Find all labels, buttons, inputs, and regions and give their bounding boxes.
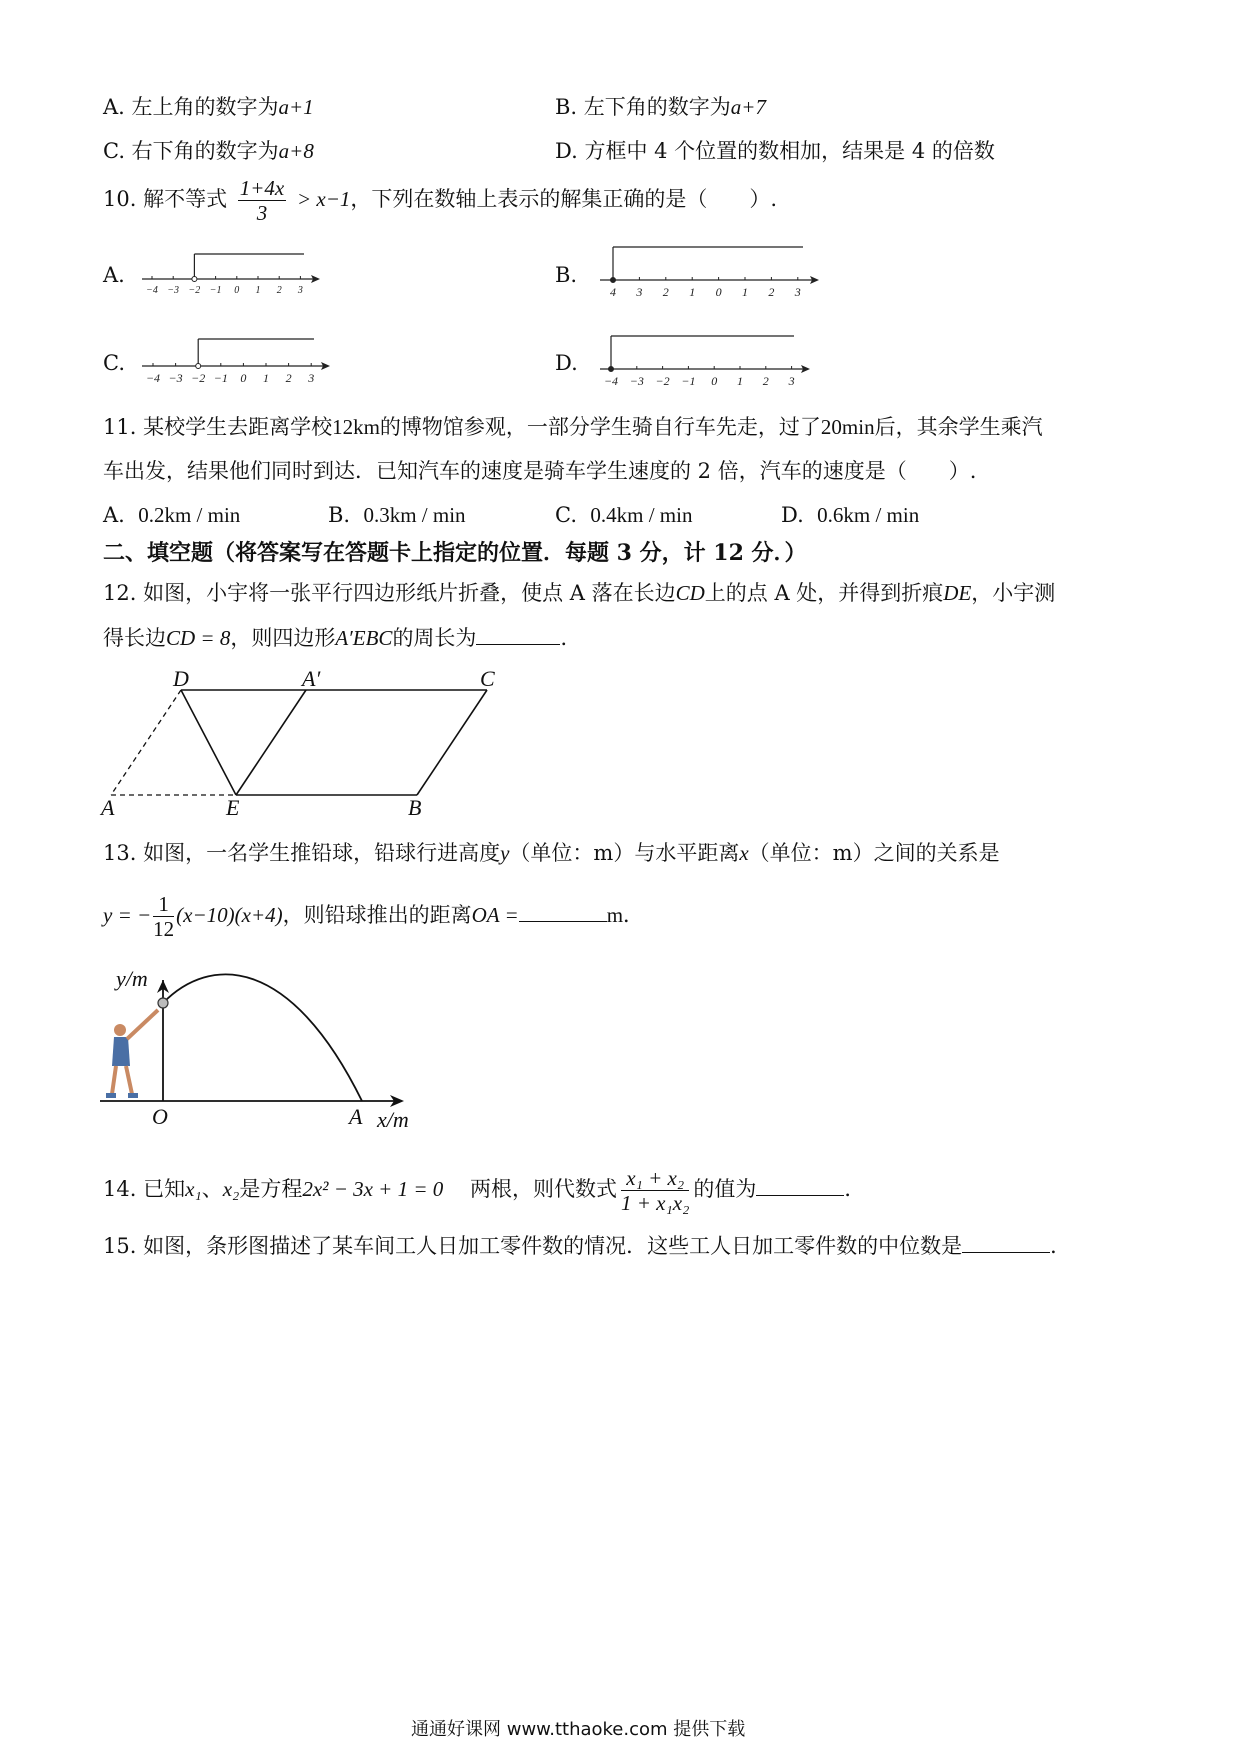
q15-end: ． bbox=[1050, 1234, 1072, 1258]
number-line-tick-label: −3 bbox=[629, 374, 644, 388]
q13-var-x: x bbox=[739, 841, 749, 865]
number-line-tick-label: 4 bbox=[610, 285, 616, 299]
q11-option-a-label: A. bbox=[103, 503, 125, 527]
q15-line bbox=[103, 1232, 1071, 1259]
q12-label-a: A bbox=[101, 795, 115, 820]
number-line-tick-label: −2 bbox=[188, 285, 201, 296]
number-line-tick-label: 2 bbox=[285, 371, 292, 385]
q12-de: DE bbox=[943, 581, 972, 605]
q9-option-a-math: a+1 bbox=[278, 95, 314, 119]
q11-option-b-label: B. bbox=[328, 503, 351, 527]
q10-label-c: C. bbox=[103, 351, 125, 375]
q14-frac-den: 1 + x₁x₂ bbox=[620, 1191, 690, 1215]
q13-origin-label: O bbox=[152, 1104, 168, 1129]
number-line-tick-label: 3 bbox=[297, 285, 303, 296]
q14-fraction bbox=[621, 1166, 689, 1215]
q9-option-b-math: a+7 bbox=[730, 95, 766, 119]
number-line-tick-label: 0 bbox=[715, 285, 722, 299]
q14-answer-blank bbox=[756, 1175, 844, 1196]
q13-student-figure-icon bbox=[106, 1010, 158, 1098]
q13-line1-e: （单位：m）之间的关系是 bbox=[748, 841, 1000, 865]
number-line-tick-label: 0 bbox=[711, 374, 718, 388]
number-line-tick-label: 1 bbox=[263, 371, 269, 385]
q10-frac-den: 3 bbox=[256, 201, 268, 225]
number-line-tick-label: −1 bbox=[681, 374, 696, 388]
q12-label-d: D bbox=[173, 666, 189, 691]
q10-label-a: A. bbox=[103, 263, 125, 287]
page-footer: 通通好课网 www.tthaoke.com 提供下载 bbox=[411, 1719, 746, 1740]
number-line-tick-label: 0 bbox=[240, 371, 247, 385]
q9-option-a-text: A. 左上角的数字为 bbox=[103, 95, 279, 119]
number-line-tick-label: −1 bbox=[213, 371, 228, 385]
q14-text-b: 是方程 bbox=[239, 1177, 303, 1201]
q12-label-a-prime: A′ bbox=[302, 666, 321, 691]
q12-line2-c: ，则四边形 bbox=[230, 626, 336, 650]
q10-label-b: B. bbox=[555, 263, 578, 287]
q13-point-a-label: A bbox=[349, 1104, 363, 1129]
q10-prefix: 10. 解不等式 bbox=[103, 187, 228, 211]
number-line-tick-label: 1 bbox=[742, 285, 748, 299]
number-line-tick-label: 2 bbox=[762, 374, 769, 388]
q11-option-d-label: D. bbox=[781, 503, 804, 527]
number-line-tick-label: 0 bbox=[234, 285, 240, 296]
q9-option-d: D. 方框中 4 个位置的数相加，结果是 4 的倍数 bbox=[555, 139, 995, 163]
q9-option-c-math: a+8 bbox=[278, 139, 314, 163]
q13-line1-c: （单位：m）与水平距离 bbox=[509, 841, 740, 865]
q13-var-y: y bbox=[500, 841, 510, 865]
q13-eq-rhs: (x−10)(x+4) bbox=[176, 903, 283, 927]
q14-line bbox=[103, 1166, 865, 1215]
q12-quadrilateral: A′EBC bbox=[335, 626, 393, 650]
number-line-tick-label: −2 bbox=[191, 371, 206, 385]
number-line-tick-label: 3 bbox=[788, 374, 795, 388]
q10-frac-num: 1+4x bbox=[239, 176, 285, 200]
number-line-tick-label: 1 bbox=[737, 374, 743, 388]
q11-option-c-label: C. bbox=[555, 503, 577, 527]
q11-option-a-value: 0.2km / min bbox=[138, 503, 241, 527]
q10-relation: > x−1 bbox=[296, 187, 351, 211]
q13-x-label: x/m bbox=[377, 1107, 409, 1132]
number-line-tick-label: 3 bbox=[308, 371, 315, 385]
q12-line1-c: 上的点 A 处，并得到折痕 bbox=[704, 581, 944, 605]
number-line-tick-label: 1 bbox=[689, 285, 696, 299]
q11-line1-c: 的博物馆参观，一部分学生骑自行车先走，过了 bbox=[379, 415, 821, 439]
q13-frac-den: 12 bbox=[153, 917, 175, 941]
number-line-tick-label: −1 bbox=[209, 285, 222, 296]
q13-eq-lhs: y = − bbox=[103, 903, 152, 927]
q14-frac-num: x₁ + x₂ bbox=[621, 1166, 689, 1191]
q12-line2-e: 的周长为 bbox=[392, 626, 477, 650]
q11-option-b-value: 0.3km / min bbox=[363, 503, 466, 527]
q14-separator: 、 bbox=[201, 1177, 223, 1201]
q14-end: ． bbox=[844, 1177, 866, 1201]
q11-line1-a: 11. 某校学生去距离学校 bbox=[103, 415, 333, 439]
number-line-tick-label: −4 bbox=[145, 371, 161, 385]
q11-distance: 12km bbox=[332, 415, 380, 439]
q12-label-c: C bbox=[480, 666, 495, 691]
q13-line2-b: ，则铅球推出的距离 bbox=[282, 903, 472, 927]
q14-x2: x₂ bbox=[222, 1177, 240, 1201]
number-line-tick-label: −4 bbox=[146, 285, 158, 296]
q12-line1-e: ，小宇测 bbox=[971, 581, 1056, 605]
q15-answer-blank bbox=[962, 1232, 1050, 1253]
q12-label-b: B bbox=[408, 795, 422, 820]
q13-trajectory-curve bbox=[163, 974, 362, 1101]
number-line-tick-label: −2 bbox=[655, 374, 670, 388]
q11-time: 20min bbox=[820, 415, 875, 439]
q14-prefix: 14. 已知 bbox=[103, 1177, 186, 1201]
q12-cd: CD bbox=[675, 581, 705, 605]
q13-oa: OA = bbox=[471, 903, 519, 927]
number-line-tick-label: −3 bbox=[168, 371, 183, 385]
q12-line1-a: 12. 如图，小宇将一张平行四边形纸片折叠，使点 A 落在长边 bbox=[103, 581, 676, 605]
q11-line1-e: 后，其余学生乘汽 bbox=[874, 415, 1043, 439]
q13-line1-a: 13. 如图，一名学生推铅球，铅球行进高度 bbox=[103, 841, 501, 865]
q14-equation: 2x² − 3x + 1 = 0 bbox=[302, 1177, 444, 1201]
q13-frac-num: 1 bbox=[153, 892, 174, 917]
number-line-tick-label: 2 bbox=[276, 285, 282, 296]
q15-text: 15. 如图，条形图描述了某车间工人日加工零件数的情况．这些工人日加工零件数的中位数是 bbox=[103, 1234, 963, 1258]
q13-unit: m． bbox=[606, 903, 645, 927]
number-line-tick-label: 2 bbox=[768, 285, 775, 299]
q12-label-e: E bbox=[226, 795, 240, 820]
number-line-tick-label: 3 bbox=[794, 285, 801, 299]
q11-line2: 车出发，结果他们同时到达．已知汽车的速度是骑车学生速度的 2 倍，汽车的速度是（ ）. bbox=[103, 459, 977, 483]
q9-option-c-text: C. 右下角的数字为 bbox=[103, 139, 279, 163]
number-line-tick-label: −4 bbox=[603, 374, 619, 388]
q11-option-d-value: 0.6km / min bbox=[817, 503, 920, 527]
q14-text-d: 的值为 bbox=[693, 1177, 757, 1201]
q10-label-d: D. bbox=[555, 351, 578, 375]
number-line-tick-label: −3 bbox=[167, 285, 180, 296]
q12-line2-f: ． bbox=[560, 626, 582, 650]
number-line-tick-label: 3 bbox=[636, 285, 643, 299]
number-line-tick-label: 2 bbox=[662, 285, 669, 299]
q12-cd-value: CD = 8 bbox=[166, 626, 231, 650]
q11-option-c-value: 0.4km / min bbox=[590, 503, 693, 527]
q13-shot-ball bbox=[158, 998, 168, 1008]
q10-suffix: ，下列在数轴上表示的解集正确的是（ ）. bbox=[350, 187, 778, 211]
section-2-heading: 二、填空题（将答案写在答题卡上指定的位置．每题 3 分，计 12 分．） bbox=[103, 540, 807, 566]
q14-text-c: 两根，则代数式 bbox=[469, 1177, 617, 1201]
q12-line2-a: 得长边 bbox=[103, 626, 166, 650]
number-line-tick-label: 1 bbox=[255, 285, 261, 296]
q14-x1: x₁ bbox=[185, 1177, 202, 1201]
q9-option-b-text: B. 左下角的数字为 bbox=[555, 95, 731, 119]
q13-y-label: y/m bbox=[116, 966, 148, 991]
